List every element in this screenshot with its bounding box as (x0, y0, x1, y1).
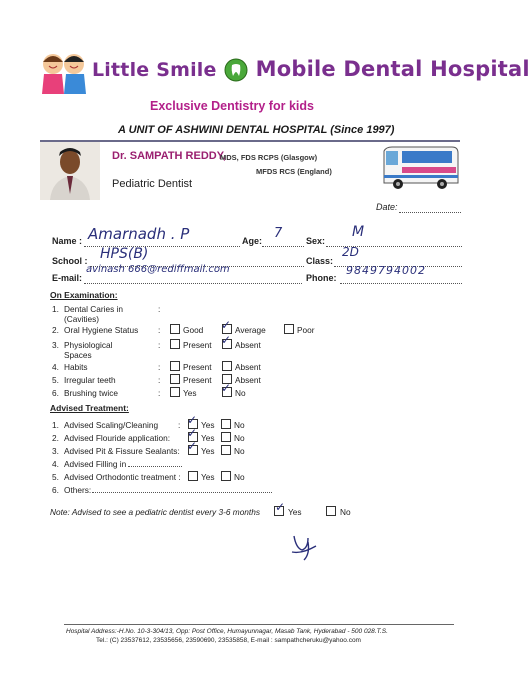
school-label: School : (52, 256, 88, 266)
title-part-a: Little Smile (92, 59, 217, 81)
recall-no-label: No (340, 507, 351, 517)
doctor-signature (286, 528, 326, 562)
exam-item-4-num: 4. (52, 362, 59, 372)
date-field[interactable] (399, 201, 461, 213)
exam-item-4-colon: : (158, 362, 161, 372)
recall-no-checkbox[interactable] (326, 506, 336, 516)
oral-hygiene-average-label: Average (235, 325, 266, 335)
exam-item-2-num: 2. (52, 325, 59, 335)
sealants-yes-label: Yes (201, 446, 215, 456)
class-value: 2D (342, 245, 359, 259)
hospital-title (92, 57, 530, 82)
spaces-present-label: Present (183, 340, 212, 350)
exam-item-1-colon: : (158, 304, 161, 314)
sex-label: Sex: (306, 236, 326, 246)
check-mark-icon: ✓ (187, 426, 198, 440)
oral-hygiene-good-checkbox[interactable] (170, 324, 180, 334)
habits-present-label: Present (183, 362, 212, 372)
doctor-qualifications: MDS, FDS RCPS (Glasgow) (220, 153, 318, 162)
treat-item-1-label: Advised Scaling/Cleaning (64, 420, 159, 430)
subtitle: Exclusive Dentistry for kids (150, 99, 314, 113)
tooth-logo-icon (224, 58, 248, 82)
treat-item-4-num: 4. (52, 459, 59, 469)
name-label: Name : (52, 236, 83, 246)
ortho-yes-checkbox[interactable] (188, 471, 198, 481)
email-label: E-mail: (52, 273, 83, 283)
title-part-b: Mobile Dental Hospital (255, 57, 530, 81)
exam-item-5-colon: : (158, 375, 161, 385)
exam-item-1-num: 1. (52, 304, 59, 314)
doctor-name: Dr. SAMPATH REDDY, (112, 150, 226, 162)
age-label: Age: (242, 236, 262, 246)
treat-item-1-colon: : (178, 420, 181, 430)
check-mark-icon: ✓ (275, 500, 286, 514)
oral-hygiene-poor-checkbox[interactable] (284, 324, 294, 334)
habits-present-checkbox[interactable] (170, 361, 180, 371)
treat-item-2-label: Advised Flouride application: (64, 433, 171, 443)
date-label: Date: (376, 202, 398, 212)
irregular-absent-label: Absent (235, 375, 261, 385)
brushing-yes-label: Yes (183, 388, 197, 398)
sealants-no-label: No (234, 446, 245, 456)
exam-item-1-label2: (Cavities) (64, 314, 100, 324)
footer-divider (64, 624, 454, 625)
exam-item-2-label: Oral Hygiene Status (64, 325, 139, 335)
header-divider (40, 140, 460, 142)
irregular-present-label: Present (183, 375, 212, 385)
fluoride-yes-label: Yes (201, 433, 215, 443)
treat-item-5-num: 5. (52, 472, 59, 482)
unit-line: A UNIT OF ASHWINI DENTAL HOSPITAL (Since 1997) (118, 124, 395, 136)
brushing-yes-checkbox[interactable] (170, 387, 180, 397)
exam-item-6-label: Brushing twice (64, 388, 118, 398)
check-mark-icon: ✓ (187, 439, 198, 453)
exam-item-5-label: Irregular teeth (64, 375, 116, 385)
exam-item-3-colon: : (158, 340, 161, 350)
sealants-no-checkbox[interactable] (221, 445, 231, 455)
ortho-no-checkbox[interactable] (221, 471, 231, 481)
exam-item-3-label: Physiological (64, 340, 113, 350)
habits-absent-checkbox[interactable] (222, 361, 232, 371)
phone-value: 9849794002 (346, 264, 426, 277)
contact-info: Tel.: (C) 23537612, 23535656, 23590690, 23535858, E-mail : sampathcheruku@yahoo.com (96, 637, 361, 644)
school-value: HPS(B) (100, 246, 149, 262)
scaling-no-checkbox[interactable] (221, 419, 231, 429)
others-field[interactable] (92, 482, 272, 493)
treat-item-5-label: Advised Orthodontic treatment : (64, 472, 181, 482)
age-value: 7 (274, 226, 283, 241)
exam-item-3-label2: Spaces (64, 350, 92, 360)
ortho-yes-label: Yes (201, 472, 215, 482)
mobile-bus-illustration (380, 143, 460, 193)
check-mark-icon: ✓ (221, 333, 232, 347)
check-mark-icon: ✓ (187, 413, 198, 427)
fluoride-no-checkbox[interactable] (221, 432, 231, 442)
treat-item-3-num: 3. (52, 446, 59, 456)
kids-logo (36, 50, 92, 96)
check-mark-icon: ✓ (221, 381, 232, 395)
hospital-address: Hospital Address:-H.No. 10-3-304/13, Opp: Post Office, Humayunnagar, Masab Tank, Hyderabad - 500 028.T.S. (66, 628, 388, 635)
treat-item-4-label: Advised Filling in (64, 459, 127, 469)
treat-item-6-num: 6. (52, 485, 59, 495)
spaces-absent-label: Absent (235, 340, 261, 350)
exam-item-3-num: 3. (52, 340, 59, 350)
irregular-present-checkbox[interactable] (170, 374, 180, 384)
treat-item-2-num: 2. (52, 433, 59, 443)
doctor-qualifications-2: MFDS RCS (England) (256, 167, 332, 176)
fluoride-no-label: No (234, 433, 245, 443)
oral-hygiene-good-label: Good (183, 325, 204, 335)
class-label: Class: (306, 256, 334, 266)
age-field[interactable] (262, 235, 304, 247)
exam-item-2-colon: : (158, 325, 161, 335)
scaling-yes-label: Yes (201, 420, 215, 430)
examination-heading: On Examination: (50, 290, 118, 300)
habits-absent-label: Absent (235, 362, 261, 372)
name-value: Amarnadh . P (88, 225, 190, 243)
doctor-photo (40, 142, 100, 200)
treat-item-1-num: 1. (52, 420, 59, 430)
exam-item-6-colon: : (158, 388, 161, 398)
specialty: Pediatric Dentist (112, 178, 193, 190)
check-mark-icon: ✓ (221, 318, 232, 332)
spaces-present-checkbox[interactable] (170, 339, 180, 349)
exam-item-4-label: Habits (64, 362, 88, 372)
sex-value: M (352, 224, 365, 240)
exam-item-1-label: Dental Caries in (64, 304, 124, 314)
treat-item-6-label: Others: (64, 485, 92, 495)
phone-label: Phone: (306, 273, 337, 283)
ortho-no-label: No (234, 472, 245, 482)
treat-item-3-label: Advised Pit & Fissure Sealants: (64, 446, 180, 456)
treatment-heading: Advised Treatment: (50, 403, 129, 413)
exam-item-5-num: 5. (52, 375, 59, 385)
recall-yes-label: Yes (288, 507, 302, 517)
oral-hygiene-poor-label: Poor (297, 325, 315, 335)
email-value: avinash 666@rediffmail.com (86, 264, 230, 275)
brushing-no-label: No (235, 388, 246, 398)
exam-item-6-num: 6. (52, 388, 59, 398)
scaling-no-label: No (234, 420, 245, 430)
filling-field[interactable] (128, 456, 182, 467)
recall-note: Note: Advised to see a pediatric dentist every 3-6 months (50, 507, 260, 517)
